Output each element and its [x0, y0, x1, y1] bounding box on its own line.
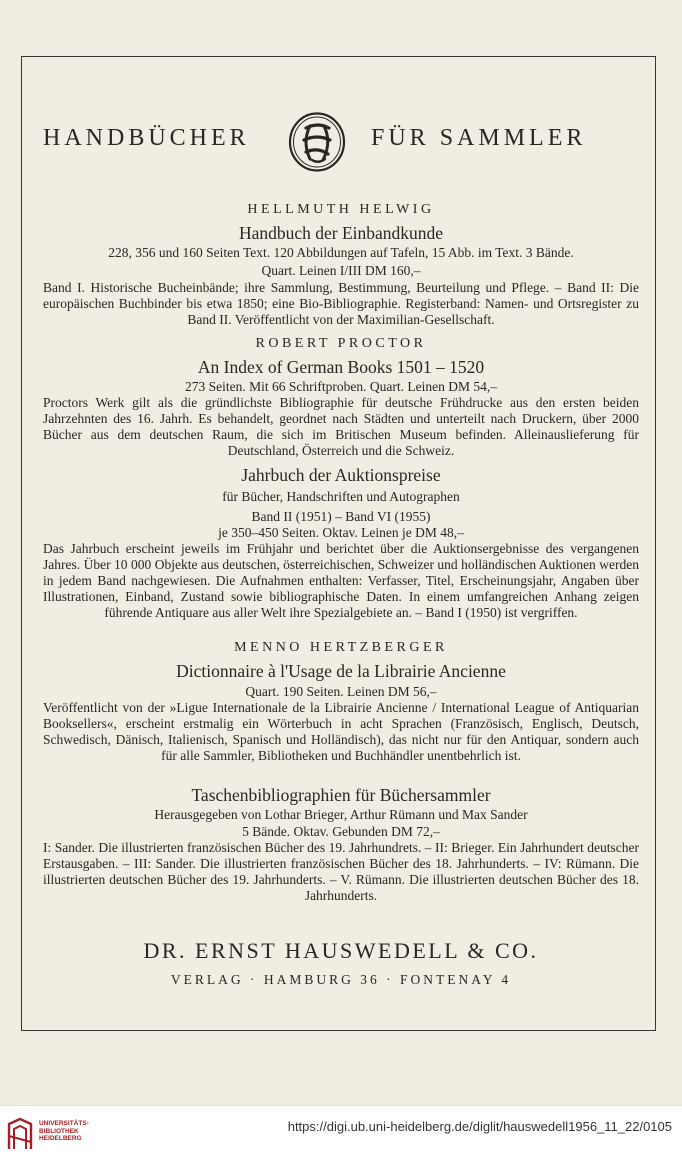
entry-1-title: Handbuch der Einbandkunde	[238, 223, 444, 243]
entry-5-title: Taschenbibliographien für Büchersammler	[191, 785, 491, 805]
entry-3-title: Jahrbuch der Auktionspreise	[241, 465, 441, 485]
entry-1-author: HELLMUTH HELWIG	[247, 202, 435, 217]
entry-3-meta-2: je 350–450 Seiten. Oktav. Leinen je DM 48,–	[218, 525, 464, 540]
entry-3-subtitle: für Bücher, Handschriften und Autographen	[222, 489, 460, 504]
entry-1-meta-2: Quart. Leinen I/III DM 160,–	[261, 263, 421, 278]
entry-2-meta-1: 273 Seiten. Mit 66 Schriftproben. Quart. Leinen DM 54,–	[185, 379, 497, 394]
publisher-address: VERLAG · HAMBURG 36 · FONTENAY 4	[170, 972, 512, 987]
entry-4-meta-1: Quart. 190 Seiten. Leinen DM 56,–	[245, 684, 437, 699]
entry-3-description: Das Jahrbuch erscheint jeweils im Frühjahr und berichtet über die Auktionsergebnisse des vergangenen Jahres. Über 10 000 Objekte aus deutschen, österreichischen, Schweizer und holländischen Auktionen werden in jedem Band nachgewiesen. Die Aufnahmen enthalten: Verfasser, Titel, Erscheinungsjahr, Angaben über Illustrationen, Einband, Zustand sowie bibliographische Daten. In einem umfangreichen Anhang zeigen führende Antiquare aus aller Welt ihre Spezialgebiete an. – Band I (1950) ist vergriffen.	[43, 541, 639, 620]
entry-5-description: I: Sander. Die illustrierten französischen Bücher des 19. Jahrhundrets. – II: Brieger. Ein Jahrhundert deutscher Erstausgaben. – III: Sander. Die illustrierten französischen Bücher des 18. Jahrhunderts. – IV: Rümann. Die illustrierten deutschen Bücher des 19. Jahrhunderts. – V. Rümann. Die illustrierten deutschen Bücher des 18. Jahrhunderts.	[43, 840, 639, 903]
entry-1-description: Band I. Historische Bucheinbände; ihre Sammlung, Bestimmung, Beurteilung und Pflege. – Band II: Die europäischen Buchbinder bis etwa 1850; eine Bio-Bibliographie. Registerband: Namen- und Ortsregister zu Band II. Veröffentlicht von der Maximilian-Gesellschaft.	[43, 280, 639, 327]
entry-5-meta-1: 5 Bände. Oktav. Gebunden DM 72,–	[242, 824, 440, 839]
library-name-line-1: UNIVERSITÄTS-	[39, 1120, 89, 1127]
entry-2-description: Proctors Werk gilt als die gründlichste Bibliographie für deutsche Frühdrucke aus den ersten beiden Jahrzehnten des 16. Jahrh. Es behandelt, geordnet nach Städten und unterteilt nach Druckern, über 2000 Bücher aus dem deutschen Raum, die sich im Britischen Museum befinden. Alleinauslieferung für Deutschland, Österreich und die Schweiz.	[43, 395, 639, 458]
library-name-line-2: BIBLIOTHEK	[39, 1127, 79, 1135]
entry-5-subtitle: Herausgegeben von Lothar Brieger, Arthur Rümann und Max Sander	[154, 807, 528, 822]
entry-2-author: ROBERT PROCTOR	[255, 336, 427, 351]
header-right-text: FÜR SAMMLER	[371, 125, 587, 151]
header-left-text: HANDBÜCHER	[43, 125, 250, 151]
entry-2-title: An Index of German Books 1501 – 1520	[197, 357, 485, 377]
digitization-footer	[0, 1105, 682, 1160]
university-library-logo-icon[interactable]	[6, 1116, 34, 1152]
library-name[interactable]	[39, 1120, 89, 1143]
entry-4-author: MENNO HERTZBERGER	[234, 640, 448, 655]
entry-4-title: Dictionnaire à l'Usage de la Librairie Ancienne	[176, 661, 506, 681]
entry-3-meta-1: Band II (1951) – Band VI (1955)	[251, 509, 431, 524]
page-header	[0, 112, 682, 172]
publisher-name: DR. ERNST HAUSWEDELL & CO.	[143, 938, 539, 963]
publisher-monogram-logo-icon	[288, 112, 346, 172]
library-name-line-3: HEIDELBERG	[39, 1135, 82, 1142]
entry-1-meta-1: 228, 356 und 160 Seiten Text. 120 Abbildungen auf Tafeln, 15 Abb. im Text. 3 Bände.	[108, 245, 574, 260]
entry-4-description: Veröffentlicht von der »Ligue Internationale de la Librairie Ancienne / International League of Antiquarian Booksellers«, erscheint erstmalig ein Wörterbuch in acht Sprachen (Französisch, Englisch, Deutsch, Schwedisch, Dänisch, Italienisch, Spanisch und Holländisch), das nicht nur für den Antiquar, sondern auch für alle Sammler, Bibliotheken und Buchhändler unentbehrlich ist.	[43, 700, 639, 763]
permalink-url[interactable]: https://digi.ub.uni-heidelberg.de/diglit/hauswedell1956_11_22/0105	[287, 1119, 672, 1134]
